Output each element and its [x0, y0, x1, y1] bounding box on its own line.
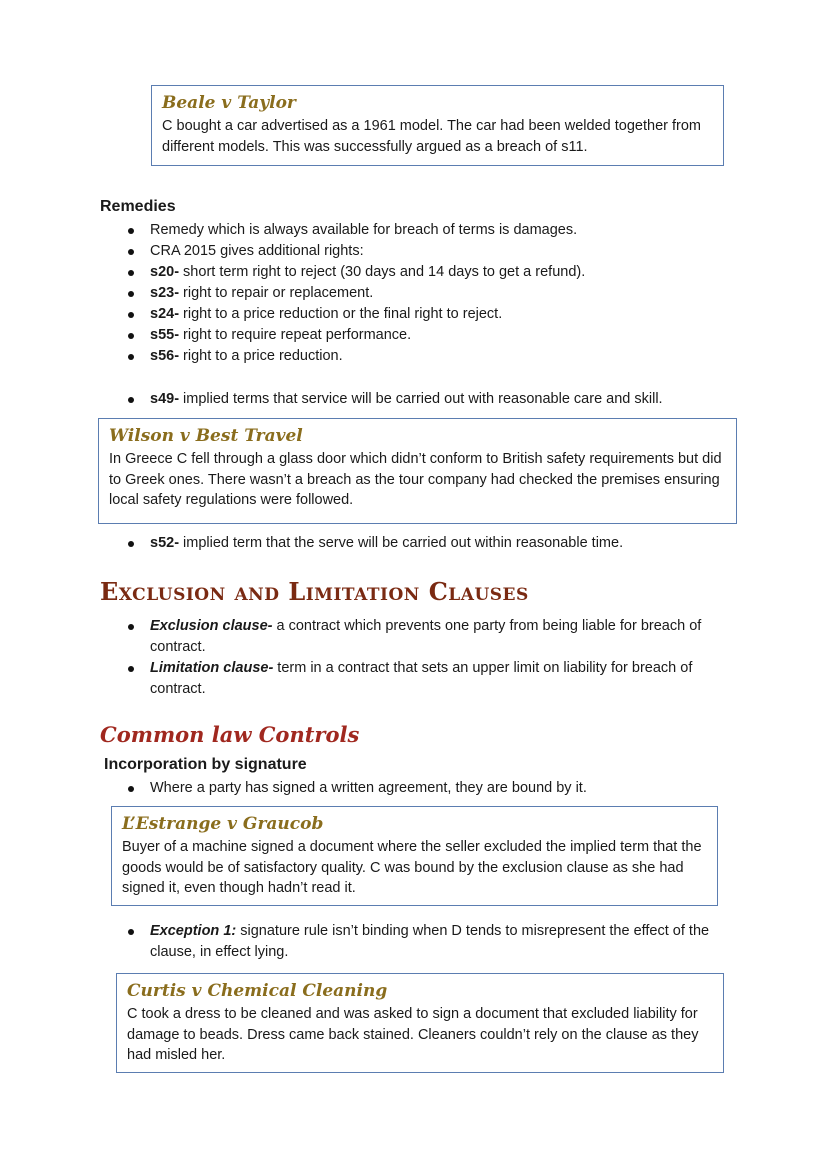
case-box-lestrange — [111, 806, 718, 906]
list-item: s56- right to a price reduction. — [124, 346, 744, 367]
case-text: In Greece C fell through a glass door which didn’t conform to British safety requirements but did to Greek ones. There wasn’t a breach as the tour company had checked the premises ensuring local safety regulations were followed. — [109, 451, 722, 508]
incorporation-list — [124, 778, 724, 799]
list-item: s20- short term right to reject (30 days and 14 days to get a refund). — [124, 262, 744, 283]
s49-list — [124, 389, 764, 410]
case-text: Buyer of a machine signed a document where the seller excluded the implied term that the goods would be of satisfactory quality. C was bound by the exclusion clause as she had signed it, even though hadn’t read it. — [122, 839, 702, 896]
remedies-list — [124, 220, 744, 367]
case-title: L’Estrange v Graucob — [122, 814, 324, 834]
list-item: Limitation clause- term in a contract that sets an upper limit on liability for breach of contract. — [124, 658, 734, 700]
list-item: s55- right to require repeat performance. — [124, 325, 744, 346]
list-item: s52- implied term that the serve will be carried out within reasonable time. — [124, 533, 744, 554]
case-title: Wilson v Best Travel — [109, 426, 303, 446]
case-text: C bought a car advertised as a 1961 model. The car had been welded together from different models. This was successfully argued as a breach of s11. — [162, 118, 701, 155]
case-box-beale — [151, 85, 724, 166]
list-item: Where a party has signed a written agreement, they are bound by it. — [124, 778, 724, 799]
exception-list — [124, 921, 724, 963]
list-item: CRA 2015 gives additional rights: — [124, 241, 744, 262]
s52-list — [124, 533, 744, 554]
list-item: Remedy which is always available for breach of terms is damages. — [124, 220, 744, 241]
subsection-title-common-law: Common law Controls — [100, 722, 360, 747]
case-box-curtis — [116, 973, 724, 1073]
case-title: Curtis v Chemical Cleaning — [127, 981, 388, 1001]
incorporation-heading: Incorporation by signature — [104, 756, 307, 773]
remedies-heading: Remedies — [100, 198, 176, 215]
exclusion-list — [124, 616, 734, 700]
case-text: C took a dress to be cleaned and was asked to sign a document that excluded liability for damage to beads. Dress came back stained. Cleaners couldn’t rely on the clause as they had misled her. — [127, 1006, 699, 1063]
case-title: Beale v Taylor — [162, 93, 296, 113]
section-title-exclusion: Exclusion and Limitation Clauses — [100, 577, 529, 606]
list-item: s49- implied terms that service will be carried out with reasonable care and skill. — [124, 389, 764, 410]
case-box-wilson — [98, 418, 737, 524]
list-item: s24- right to a price reduction or the final right to reject. — [124, 304, 744, 325]
list-item: s23- right to repair or replacement. — [124, 283, 744, 304]
list-item: Exclusion clause- a contract which prevents one party from being liable for breach of contract. — [124, 616, 734, 658]
list-item: Exception 1: signature rule isn’t binding when D tends to misrepresent the effect of the clause, in effect lying. — [124, 921, 724, 963]
